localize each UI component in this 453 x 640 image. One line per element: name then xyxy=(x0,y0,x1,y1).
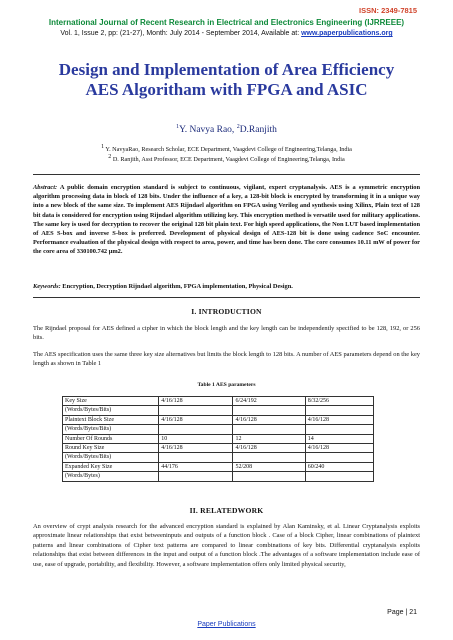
table-cell: (Words/Bytes/Bits) xyxy=(63,406,159,415)
page-number: Page | 21 xyxy=(387,609,417,616)
abstract-text: A public domain encryption standard is subject to continuous, vigilant, expert cryptanalysis. AES is a symmetric encryption algorithm processing data in block of 128 bits. Under the influence of a key, a 128-bit block is encrypted by transforming it in a unique way into a new block of the same size. To implement AES Rijndael algorithm on FPGA using Verilog and synthesis using Xilinx, Plain text of 128 bit data is considered for encryption using Rijndael algorithm utilizing key. This encryption method is versatile used for military applications. The same key is used for decryption to recover the original 128 bit plain text. For high speed applications, the Non LUT based implementation of AES S-box and inverse S-box is preferred. Development of physical design of AES-128 bit is done using cadence SoC encounter. Performance evaluation of the physical design with respect to area, power, and time has been done. The core consumes 10.11 mW of power for the core area of 330100.742 μm2. xyxy=(33,184,420,256)
journal-title: International Journal of Recent Research in Electrical and Electronics Engineering (IJRREEE) xyxy=(48,18,405,27)
table-row xyxy=(63,434,374,443)
table-cell xyxy=(159,425,233,434)
table-cell xyxy=(305,472,373,481)
table-row xyxy=(63,472,374,481)
table-cell: 10 xyxy=(159,434,233,443)
affiliation-1-text: Y. NavyaRao, Research Scholar, ECE Department, Vaagdevi College of Engineering,Telanga, India xyxy=(104,146,352,154)
abstract xyxy=(33,183,420,257)
table-cell: Round Key Size xyxy=(63,443,159,452)
divider-bottom xyxy=(33,297,420,298)
table-cell: 8/32/256 xyxy=(305,397,373,406)
aes-table-body xyxy=(63,397,374,482)
table-row xyxy=(63,406,374,415)
issn-label: ISSN: 2349-7815 xyxy=(359,6,417,15)
author1-superscript: 1 xyxy=(176,124,180,130)
author-2: D.Ranjith xyxy=(239,125,277,136)
table-cell xyxy=(233,453,305,462)
keywords-label: Keywords: xyxy=(33,283,61,290)
table-row xyxy=(63,443,374,452)
author-1: Y. Navya Rao, xyxy=(179,125,237,136)
table-cell: 60/240 xyxy=(305,462,373,471)
table-cell: Expanded Key Size xyxy=(63,462,159,471)
table-cell: 4/16/128 xyxy=(305,443,373,452)
table-cell xyxy=(233,425,305,434)
affiliation-2-text: D. Ranjith, Asst Professor, ECE Department, Vaagdevi College of Engineering,Telanga, India xyxy=(111,156,345,164)
intro-paragraph-1: The Rijndael proposal for AES defined a cipher in which the block length and the key length can be independently specified to be 128, 192, or 256 bits. xyxy=(33,325,420,342)
keywords xyxy=(33,283,420,290)
table-row xyxy=(63,397,374,406)
table-row xyxy=(63,425,374,434)
table-cell xyxy=(159,472,233,481)
table-row xyxy=(63,415,374,424)
divider-top xyxy=(33,174,420,175)
table-cell xyxy=(305,453,373,462)
title-line-2: AES Algoritham with FPGA and ASIC xyxy=(85,80,368,99)
table-cell: 4/16/128 xyxy=(159,443,233,452)
table-cell: Number Of Rounds xyxy=(63,434,159,443)
table-cell: 44/176 xyxy=(159,462,233,471)
table-cell xyxy=(305,406,373,415)
table-cell xyxy=(159,453,233,462)
table-cell: Plaintext Block Size xyxy=(63,415,159,424)
affiliation-2 xyxy=(20,154,433,163)
table-cell: 4/16/128 xyxy=(233,415,305,424)
publisher-footer[interactable]: Paper Publications xyxy=(197,621,256,628)
table-cell: 4/16/128 xyxy=(305,415,373,424)
author2-superscript: 2 xyxy=(236,124,240,130)
table-cell xyxy=(233,406,305,415)
section-heading-related-work: II. RELATEDWORK xyxy=(189,506,264,515)
abstract-label: Abstract: xyxy=(33,184,58,191)
table-cell: (Words/Bytes/Bits) xyxy=(63,453,159,462)
table-cell: 4/16/128 xyxy=(233,443,305,452)
affil1-superscript: 1 xyxy=(101,144,105,150)
table-row xyxy=(63,453,374,462)
table-cell xyxy=(159,406,233,415)
table-cell: 12 xyxy=(233,434,305,443)
title-line-1: Design and Implementation of Area Efficiency xyxy=(58,60,395,79)
affil2-superscript: 2 xyxy=(108,154,112,160)
table-cell: Key Size xyxy=(63,397,159,406)
table-cell xyxy=(305,425,373,434)
related-work-paragraph: An overview of crypt analysis research for the advanced encryption standard is explained by Alan Kaminsky, et al. Linear Cryptanalysis exploits approximate linear relationships that exist betweeninputs and outputs of a function block . Case of a block Cipher, linear combinations of plaintext patterns and linear combinations of Cipher text patterns are compared to linear combinations of key bits. Differential cryptanalysis exploits relationships that exist between differences in the input and output of a function block .The advantages of a software implementation include ease of use, ease of upgrade, portability, and flexibility. However, a software implementation offers only limited physical security, xyxy=(33,523,420,568)
table-cell: 4/16/128 xyxy=(159,415,233,424)
section-heading-introduction: I. INTRODUCTION xyxy=(191,307,262,316)
affiliation-1 xyxy=(20,144,433,153)
aes-parameters-table xyxy=(62,396,374,482)
volume-text: Vol. 1, Issue 2, pp: (21-27), Month: July 2014 - September 2014, Available at: xyxy=(60,30,302,37)
table-cell: (Words/Bytes) xyxy=(63,472,159,481)
keywords-text: Encryption, Decryption Rijndael algorithm, FPGA implementation, Physical Design. xyxy=(60,283,293,290)
table-cell: 52/208 xyxy=(233,462,305,471)
table-cell: (Words/Bytes/Bits) xyxy=(63,425,159,434)
table-cell: 14 xyxy=(305,434,373,443)
table-cell: 6/24/192 xyxy=(233,397,305,406)
volume-line xyxy=(20,30,433,37)
website-link[interactable]: www.paperpublications.org xyxy=(301,30,393,37)
table-caption: Table 1 AES parameters xyxy=(197,382,256,388)
table-cell xyxy=(233,472,305,481)
intro-paragraph-2: The AES specification uses the same three key size alternatives but limits the block length to 128 bits. A number of AES parameters depend on the key length as shown in Table 1 xyxy=(33,351,420,368)
table-cell: 4/16/128 xyxy=(159,397,233,406)
paper-title xyxy=(20,60,433,100)
table-row xyxy=(63,462,374,471)
author-line xyxy=(20,124,433,135)
